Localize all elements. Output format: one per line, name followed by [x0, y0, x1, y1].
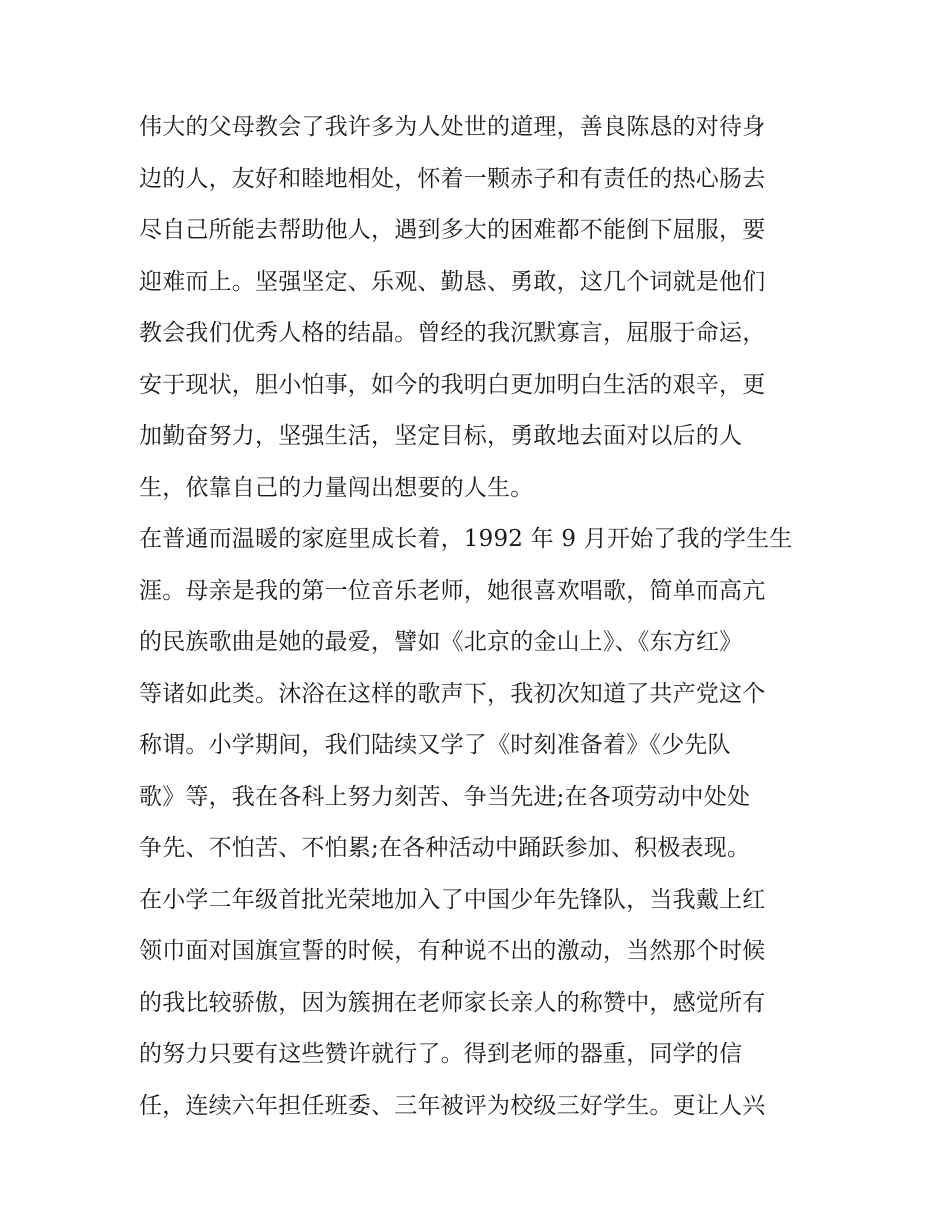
text-line: 的努力只要有这些赞许就行了。得到老师的器重，同学的信 [139, 1041, 743, 1067]
text-line: 安于现状，胆小怕事，如今的我明白更加明白生活的艰辛，更 [139, 371, 766, 398]
text-line: 争先、不怕苦、不怕累;在各种活动中踊跃参加、积极表现。 [139, 835, 751, 861]
text-line: 边的人，友好和睦地相处，怀着一颗赤子和有责任的热心肠去 [139, 165, 766, 192]
text-line: 生，依靠自己的力量闯出想要的人生。 [139, 474, 534, 501]
document-body [139, 102, 819, 1132]
text-line: 在普通而温暖的家庭里成长着，1992 年 9 月开始了我的学生生 [139, 526, 793, 552]
text-line: 歌》等，我在各科上努力刻苦、争当先进;在各项劳动中处处 [139, 783, 751, 810]
text-line: 加勤奋努力，坚强生活，坚定目标，勇敢地去面对以后的人 [139, 423, 743, 449]
text-line: 称谓。小学期间，我们陆续又学了《时刻准备着》《少先队 [139, 732, 731, 758]
text-line: 迎难而上。坚强坚定、乐观、勤恳、勇敢，这几个词就是他们 [139, 268, 766, 295]
text-line: 等诸如此类。沐浴在这样的歌声下，我初次知道了共产党这个 [139, 680, 766, 707]
text-line: 涯。母亲是我的第一位音乐老师，她很喜欢唱歌，简单而高亢 [139, 577, 766, 604]
text-line: 教会我们优秀人格的结晶。曾经的我沉默寡言，屈服于命运， [139, 320, 766, 346]
text-line: 的民族歌曲是她的最爱，譬如《北京的金山上》、《东方红》 [139, 629, 743, 655]
text-line: 伟大的父母教会了我许多为人处世的道理，善良陈恳的对待身 [139, 114, 766, 140]
text-line: 尽自己所能去帮助他人，遇到多大的困难都不能倒下屈服，要 [139, 217, 766, 243]
text-line: 领巾面对国旗宣誓的时候，有种说不出的激动，当然那个时候 [139, 938, 766, 964]
text-line: 的我比较骄傲，因为簇拥在老师家长亲人的称赞中，感觉所有 [139, 989, 766, 1016]
text-line: 任，连续六年担任班委、三年被评为校级三好学生。更让人兴 [139, 1092, 766, 1119]
text-line: 在小学二年级首批光荣地加入了中国少年先锋队，当我戴上红 [139, 886, 766, 913]
